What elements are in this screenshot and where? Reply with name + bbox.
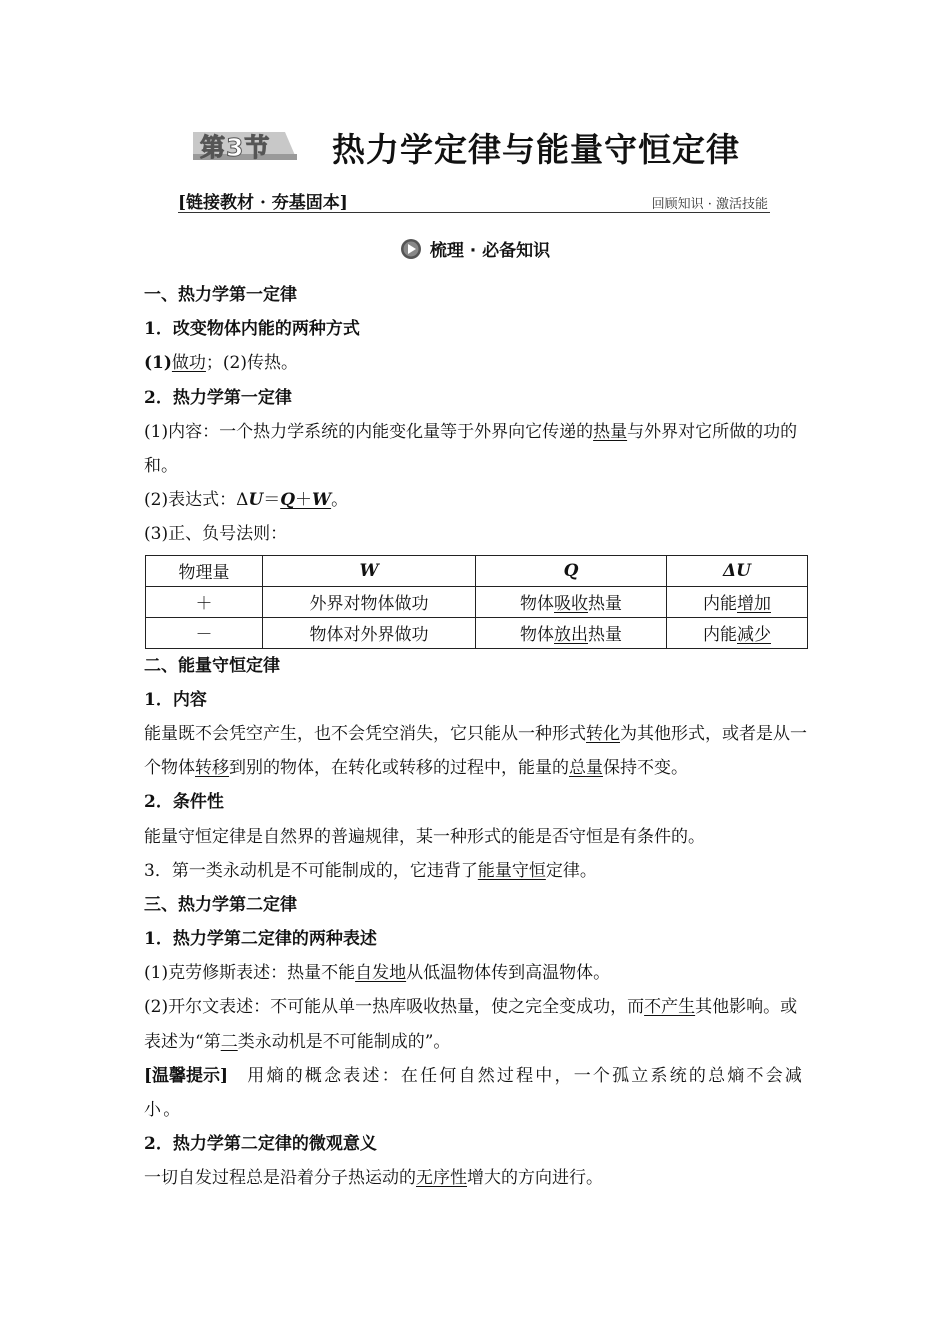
paragraph-conditions: 能量守恒定律是自然界的普遍规律，某一种形式的能是否守恒是有条件的。 [144, 826, 705, 847]
answer-blank: 无序性 [416, 1168, 467, 1189]
section-badge: 第3节 [200, 133, 271, 162]
page-title: 热力学定律与能量守恒定律 [332, 130, 740, 169]
text: 热量 [588, 625, 622, 646]
text: 保持不变。 [603, 758, 688, 779]
paragraph-micro-meaning [144, 1161, 810, 1195]
section-banner [0, 236, 950, 265]
paragraph-first-law-content [144, 415, 810, 483]
paragraph-perpetual-motion-1 [144, 854, 810, 888]
answer-blank: 转化 [586, 723, 620, 744]
subheading-first-law: 2．热力学第一定律 [144, 387, 292, 408]
text: 增大的方向进行。 [467, 1168, 603, 1189]
subheader-left-tag: [链接教材 · 夯基固本] [178, 193, 348, 213]
table-row [146, 617, 808, 648]
heading-second-law: 三、热力学第二定律 [144, 894, 297, 915]
text: 内能 [703, 594, 737, 615]
paragraph-energy-content [144, 717, 810, 785]
text: 到别的物体，在转化或转移的过程中，能量的 [229, 758, 569, 779]
table-cell-w: 外界对物体做功 [263, 586, 476, 617]
paragraph-two-ways [144, 346, 810, 380]
answer-blank: 总量 [569, 758, 603, 779]
table-header-cell: ΔU [667, 555, 808, 586]
subheading-conditions: 2．条件性 [144, 792, 224, 813]
subheader-bar [178, 188, 770, 213]
answer-blank: 做功 [171, 353, 206, 374]
text: (2)开尔文表述：不可能从单一热库吸收热量，使之完全变成功，而 [144, 997, 645, 1018]
paragraph-kelvin [144, 990, 810, 1058]
table-header-cell: W [263, 555, 476, 586]
table-cell-w: 物体对外界做功 [263, 617, 476, 648]
answer-blank: 吸收 [554, 594, 588, 615]
text: (1) [144, 353, 172, 374]
text: 热量 [588, 594, 622, 615]
table-header-cell: Q [476, 555, 667, 586]
table-header-row [146, 555, 808, 586]
answer-blank: 热量 [593, 421, 628, 442]
tip-box [144, 1059, 810, 1127]
answer-blank: 不产生 [644, 997, 696, 1018]
table-cell-q [476, 586, 667, 617]
table-row [146, 586, 808, 617]
paragraph-clausius [144, 956, 810, 990]
text: 从低温物体传到高温物体。 [406, 963, 611, 984]
text: 一切自发过程总是沿着分子热运动的 [144, 1168, 416, 1189]
text: 物体 [520, 625, 554, 646]
text: ；(2)传热。 [205, 353, 299, 374]
answer-blank: 转移 [195, 758, 229, 779]
text: 内能 [703, 625, 737, 646]
text: 3．第一类永动机是不可能制成的，它违背了 [144, 860, 478, 881]
plus-sign: ＋ [295, 490, 312, 511]
text: 其他影响。或表述为“第 [144, 997, 798, 1052]
text: (1)内容：一个热力学系统的内能变化量等于外界向它传递的 [144, 421, 594, 442]
var-w: W [312, 490, 332, 511]
subheading-micro-meaning: 2．热力学第二定律的微观意义 [144, 1134, 377, 1155]
table-cell-u [667, 617, 808, 648]
text: 为其他形式，或者是从一个物体 [144, 723, 807, 779]
heading-energy-conservation: 二、能量守恒定律 [144, 655, 280, 676]
answer-blank: 自发地 [355, 963, 407, 984]
var-q: Q [280, 490, 295, 511]
var-u: U [248, 490, 264, 511]
text: (1)克劳修斯表述：热量不能 [144, 963, 356, 984]
sign-rule-label: (3)正、负号法则： [144, 524, 288, 545]
formula-line [144, 483, 810, 517]
play-circle-icon [400, 238, 422, 260]
text: 定律。 [545, 860, 597, 881]
answer-blank: 减少 [737, 625, 771, 646]
text: 能量既不会凭空产生，也不会凭空消失，它只能从一种形式 [144, 723, 586, 744]
text: 类永动机是不可能制成的”。 [237, 1031, 451, 1052]
section-banner-label: 梳理 · 必备知识 [429, 241, 551, 261]
answer-blank: 二 [220, 1031, 238, 1052]
main-content [144, 278, 810, 1196]
text: 与外界对它所做的功的和。 [144, 421, 798, 476]
tip-label: [温馨提示] [144, 1065, 229, 1086]
table-cell-sign: ＋ [146, 586, 263, 617]
heading-first-law: 一、热力学第一定律 [144, 285, 297, 305]
subheading-two-ways: 1．改变物体内能的两种方式 [144, 319, 360, 340]
answer-blank: 增加 [737, 594, 771, 615]
answer-blank: 能量守恒 [477, 860, 546, 881]
subheading-two-statements: 1．热力学第二定律的两种表述 [144, 929, 377, 950]
table-cell-u [667, 586, 808, 617]
text: 。 [331, 490, 349, 511]
subheading-content: 1．内容 [144, 689, 207, 710]
equals-sign: ＝ [263, 490, 281, 511]
tip-text: 用熵的概念表述：在任何自然过程中，一个孤立系统的总熵不会减小。 [144, 1065, 805, 1121]
answer-blank: 放出 [554, 625, 588, 646]
subheader-right-tag: 回顾知识 · 激活技能 [651, 197, 768, 212]
table-header-cell: 物理量 [146, 555, 263, 586]
table-cell-q [476, 617, 667, 648]
text: (2)表达式：Δ [144, 490, 249, 511]
table-cell-sign: － [146, 617, 263, 648]
text: 物体 [520, 594, 554, 615]
sign-rule-table [145, 555, 808, 649]
